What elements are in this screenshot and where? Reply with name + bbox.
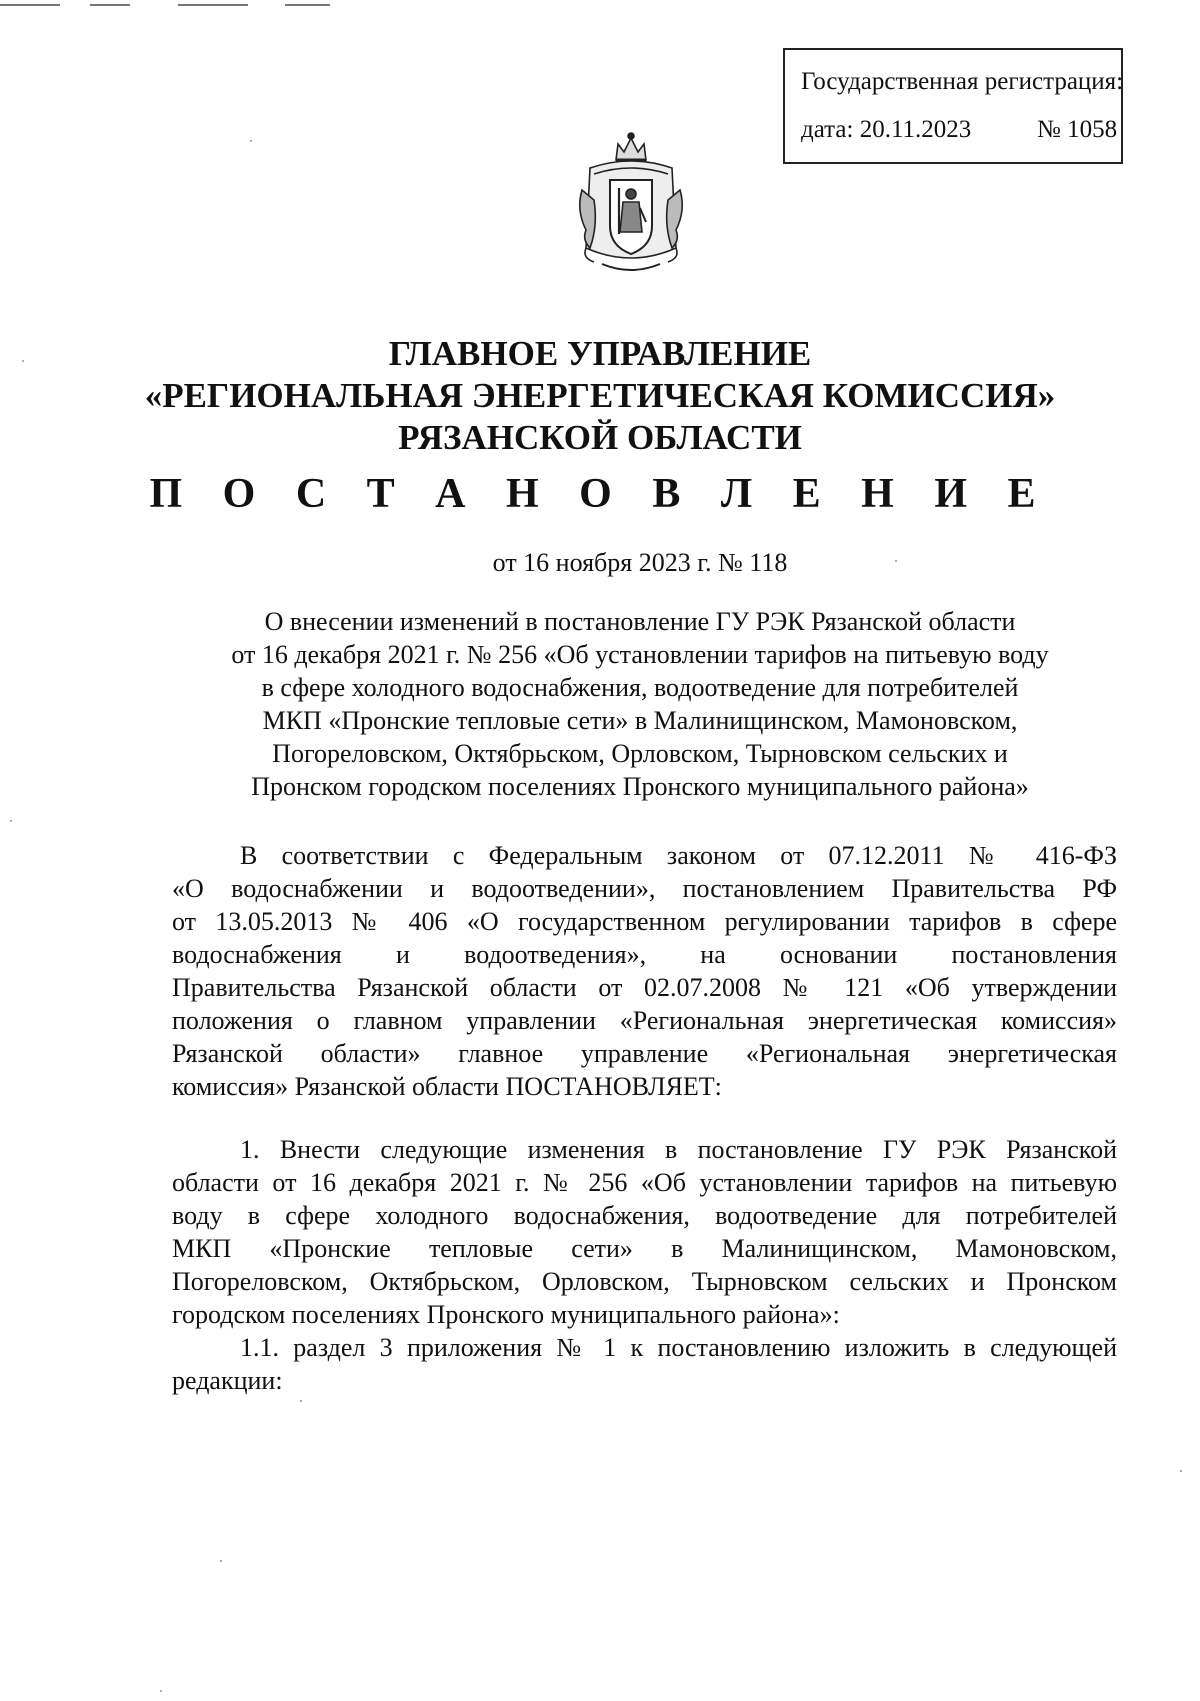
item1-line: МКП «Пронские тепловые сети» в Малинищинском, Мамоновском, xyxy=(172,1234,1117,1263)
scan-speck xyxy=(1180,1470,1182,1472)
registration-stamp xyxy=(783,48,1123,164)
preamble-line: Рязанской области» главное управление «Региональная энергетическая xyxy=(172,1039,1117,1068)
org-name-line2: «РЕГИОНАЛЬНАЯ ЭНЕРГЕТИЧЕСКАЯ КОМИССИЯ» xyxy=(144,376,1056,415)
preamble-line: «О водоснабжении и водоотведении», постановлением Правительства РФ xyxy=(172,874,1117,903)
preamble-line: от 13.05.2013 № 406 «О государственном регулировании тарифов в сфере xyxy=(172,907,1117,936)
subject-line: от 16 декабря 2021 г. № 256 «Об установлении тарифов на питьевую воду xyxy=(231,640,1049,669)
preamble-line: Правительства Рязанской области от 02.07.2008 № 121 «Об утверждении xyxy=(172,973,1117,1002)
subject-line: Погореловском, Октябрьском, Орловском, Тырновском сельских и xyxy=(272,739,1008,768)
decree-date: от 16 ноября 2023 г. № 118 xyxy=(492,548,788,577)
item1-line: области от 16 декабря 2021 г. № 256 «Об установлении тарифов на питьевую xyxy=(172,1168,1117,1197)
item11-line: редакции: xyxy=(172,1366,283,1395)
item11-line: 1.1. раздел 3 приложения № 1 к постановлению изложить в следующей xyxy=(240,1333,1117,1362)
subject-line: МКП «Пронские тепловые сети» в Малинищинском, Мамоновском, xyxy=(262,706,1018,735)
item1-line: воду в сфере холодного водоснабжения, водоотведение для потребителей xyxy=(172,1201,1117,1230)
scan-speck xyxy=(300,1400,302,1402)
scan-mark xyxy=(0,4,60,6)
registration-title: Государственная регистрация: xyxy=(801,68,1124,95)
item1-line: городском поселениях Пронского муниципального района»: xyxy=(172,1300,840,1329)
registration-date: дата: 20.11.2023 xyxy=(801,116,972,143)
scan-speck xyxy=(250,140,252,142)
scan-speck xyxy=(220,1560,222,1562)
subject-line: в сфере холодного водоснабжения, водоотведение для потребителей xyxy=(261,673,1019,702)
scan-speck xyxy=(895,560,897,562)
preamble-line: водоснабжения и водоотведения», на основании постановления xyxy=(172,940,1117,969)
org-name-line1: ГЛАВНОЕ УПРАВЛЕНИЕ xyxy=(388,334,812,373)
registration-number: № 1058 xyxy=(1037,116,1118,143)
subject-line: О внесении изменений в постановление ГУ РЭК Рязанской области xyxy=(264,607,1016,636)
item1-line: 1. Внести следующие изменения в постановление ГУ РЭК Рязанской xyxy=(240,1135,1117,1164)
document-type-heading: П О С Т А Н О В Л Е Н И Е xyxy=(149,471,1051,517)
preamble-line: положения о главном управлении «Региональная энергетическая комиссия» xyxy=(172,1006,1117,1035)
decree-subject xyxy=(160,605,1120,803)
subject-line: Пронском городском поселениях Пронского муниципального района» xyxy=(251,772,1029,801)
scan-speck xyxy=(160,1690,162,1692)
scan-mark xyxy=(90,4,130,6)
scan-speck xyxy=(10,820,12,822)
org-name-line3: РЯЗАНСКОЙ ОБЛАСТИ xyxy=(398,418,802,457)
scan-mark xyxy=(285,4,330,6)
scan-mark xyxy=(178,4,248,6)
scan-speck xyxy=(22,360,24,362)
preamble-line: комиссия» Рязанской области ПОСТАНОВЛЯЕТ: xyxy=(172,1072,722,1101)
preamble-line: В соответствии с Федеральным законом от 07.12.2011 № 416-ФЗ xyxy=(240,841,1117,870)
coat-of-arms-icon xyxy=(572,130,690,278)
item1-line: Погореловском, Октябрьском, Орловском, Тырновском сельских и Пронском xyxy=(172,1267,1117,1296)
